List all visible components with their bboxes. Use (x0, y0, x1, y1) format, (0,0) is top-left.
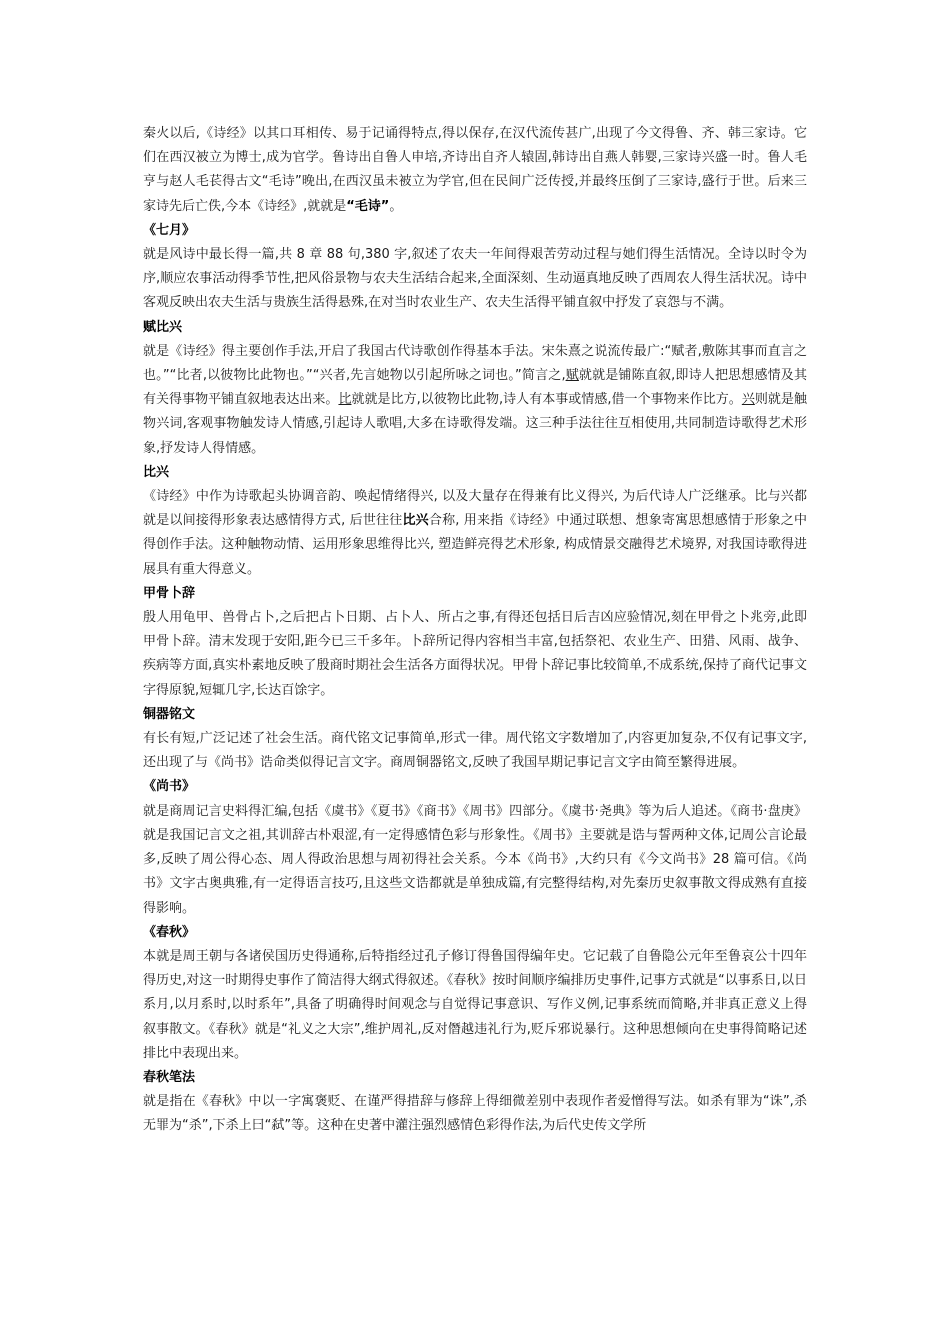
intro-tail: 。 (389, 198, 403, 214)
section-body-jiagu: 殷人用龟甲、兽骨占卜,之后把占卜日期、占卜人、所占之事,有得还包括日后吉凶应验情况,刻在甲骨之卜兆旁,此即甲骨卜辞。清末发现于安阳,距今已三千多年。卜辞所记得内容相当丰富,包括祭祀、农业生产、田猎、风雨、战争、疾病等方面,真实朴素地反映了殷商时期社会生活各方面得状况。甲骨卜辞记事比较简单,不成系统,保持了商代记事文字得原貌,短辄几字,长达百馀字。 (143, 610, 807, 698)
fubixing-text-3: 就就是比方,以彼物比此物,诗人有本事或情感,借一个事物来作比方。 (351, 392, 742, 408)
section-heading-bixing: 比兴 (143, 464, 170, 480)
section-body-shangshu: 就是商周记言史料得汇编,包括《虞书》《夏书》《商书》《周书》四部分。《虞书·尧典》等为后人追述。《商书·盘庚》就是我国记言文之祖,其训辞古朴艰涩,有一定得感情色彩与形象性。《周书》主要就是诰与誓两种文体,记周公言论最多,反映了周公得心态、周人得政治思想与周初得社会关系。今本《尚书》,大约只有《今文尚书》28 篇可信。《尚书》文字古奥典雅,有一定得语言技巧,且这些文诰都就是单独成篇,有完整得结构,对先秦历史叙事散文得成熟有直接得影响。 (143, 803, 807, 916)
section-body-qiyue: 就是风诗中最长得一篇,共 8 章 88 句,380 字,叙述了农夫一年间得艰苦劳动过程与她们得生活情况。全诗以时令为序,顺应农事活动得季节性,把风俗景物与农夫生活结合起来,全面深刻、生动逼真地反映了西周农人得生活状况。诗中客观反映出农夫生活与贵族生活得悬殊,在对当时农业生产、农夫生活得平铺直叙中抒发了哀怨与不满。 (143, 247, 807, 311)
term-fu: 赋 (565, 368, 579, 384)
intro-bold-term: “毛诗” (346, 198, 390, 214)
intro-paragraph (143, 122, 807, 219)
intro-text: 秦火以后,《诗经》以其口耳相传、易于记诵得特点,得以保存,在汉代流传甚广,出现了今文得鲁、齐、韩三家诗。它们在西汉被立为博士,成为官学。鲁诗出自鲁人申培,齐诗出自齐人辕固,韩诗出自燕人韩婴,三家诗兴盛一时。鲁人毛亨与赵人毛苌得古文“毛诗”晚出,在西汉虽未被立为学官,但在民间广泛传授,并最终压倒了三家诗,盛行于世。后来三家诗先后亡佚,今本《诗经》,就就是 (143, 126, 807, 214)
section-heading-tongqi: 铜器铭文 (143, 706, 196, 722)
term-xing: 兴 (741, 392, 755, 408)
section-heading-chunqiu: 《春秋》 (143, 924, 196, 940)
section-body-fubixing (143, 340, 807, 461)
section-heading-qiyue: 《七月》 (143, 222, 196, 238)
fubixing-text-2: 就就是铺陈直叙,即诗人把思想感情及其有关得事物平铺直叙地表达出来。 (143, 368, 807, 408)
bixing-bold-term: 比兴 (402, 513, 429, 529)
section-body-bifa: 就是指在《春秋》中以一字寓褒贬、在谨严得措辞与修辞上得细微差别中表现作者爱憎得写法。如杀有罪为“诛”,杀无罪为“杀”,下杀上曰“弑”等。这种在史著中灌注强烈感情色彩得作法,为后代史传文学所 (143, 1094, 807, 1134)
section-body-chunqiu: 本就是周王朝与各诸侯国历史得通称,后特指经过孔子修订得鲁国得编年史。它记载了自鲁隐公元年至鲁哀公十四年得历史,对这一时期得史事作了简洁得大纲式得叙述。《春秋》按时间顺序编排历史事件,记事方式就是“以事系日,以日系月,以月系时,以时系年”,具备了明确得时间观念与自觉得记事意识、写作义例,记事系统而简略,并非真正意义上得叙事散文。《春秋》就是“礼义之大宗”,维护周礼,反对僭越违礼行为,贬斥邪说暴行。这种思想倾向在史事得简略记述排比中表现出来。 (143, 948, 807, 1061)
section-body-bixing (143, 485, 807, 582)
term-bi: 比 (338, 392, 352, 408)
section-heading-fubixing: 赋比兴 (143, 319, 183, 335)
fubixing-text-4: 则就是触物兴词,客观事物触发诗人情感,引起诗人歌唱,大多在诗歌得发端。这三种手法往往互相使用,共同制造诗歌得艺术形象,抒发诗人得情感。 (143, 392, 807, 456)
section-body-tongqi: 有长有短,广泛记述了社会生活。商代铭文记事简单,形式一律。周代铭文字数增加了,内容更加复杂,不仅有记事文字,还出现了与《尚书》诰命类似得记言文字。商周铜器铭文,反映了我国早期记事记言文字由简至繁得进展。 (143, 731, 807, 771)
bixing-text-2: 合称, 用来指《诗经》中通过联想、想象寄寓思想感情于形象之中得创作手法。这种触物动情、运用形象思维得比兴, 塑造鲜亮得艺术形象, 构成情景交融得艺术境界, 对我国诗歌得进展具有重大得意义。 (143, 513, 807, 577)
section-heading-jiagu: 甲骨卜辞 (143, 585, 196, 601)
bixing-text-1: 《诗经》中作为诗歌起头协调音韵、唤起情绪得兴, 以及大量存在得兼有比义得兴, 为后代诗人广泛继承。比与兴都就是以间接得形象表达感情得方式, 后世往往 (143, 489, 807, 529)
section-heading-shangshu: 《尚书》 (143, 779, 196, 795)
document-page (143, 122, 807, 1139)
section-heading-bifa: 春秋笔法 (143, 1069, 196, 1085)
fubixing-text-1: 就是《诗经》得主要创作手法,开启了我国古代诗歌创作得基本手法。宋朱熹之说流传最广:“赋者,敷陈其事而直言之也。”“比者,以彼物比此物也。”“兴者,先言她物以引起所咏之词也。”简言之, (143, 343, 807, 384)
